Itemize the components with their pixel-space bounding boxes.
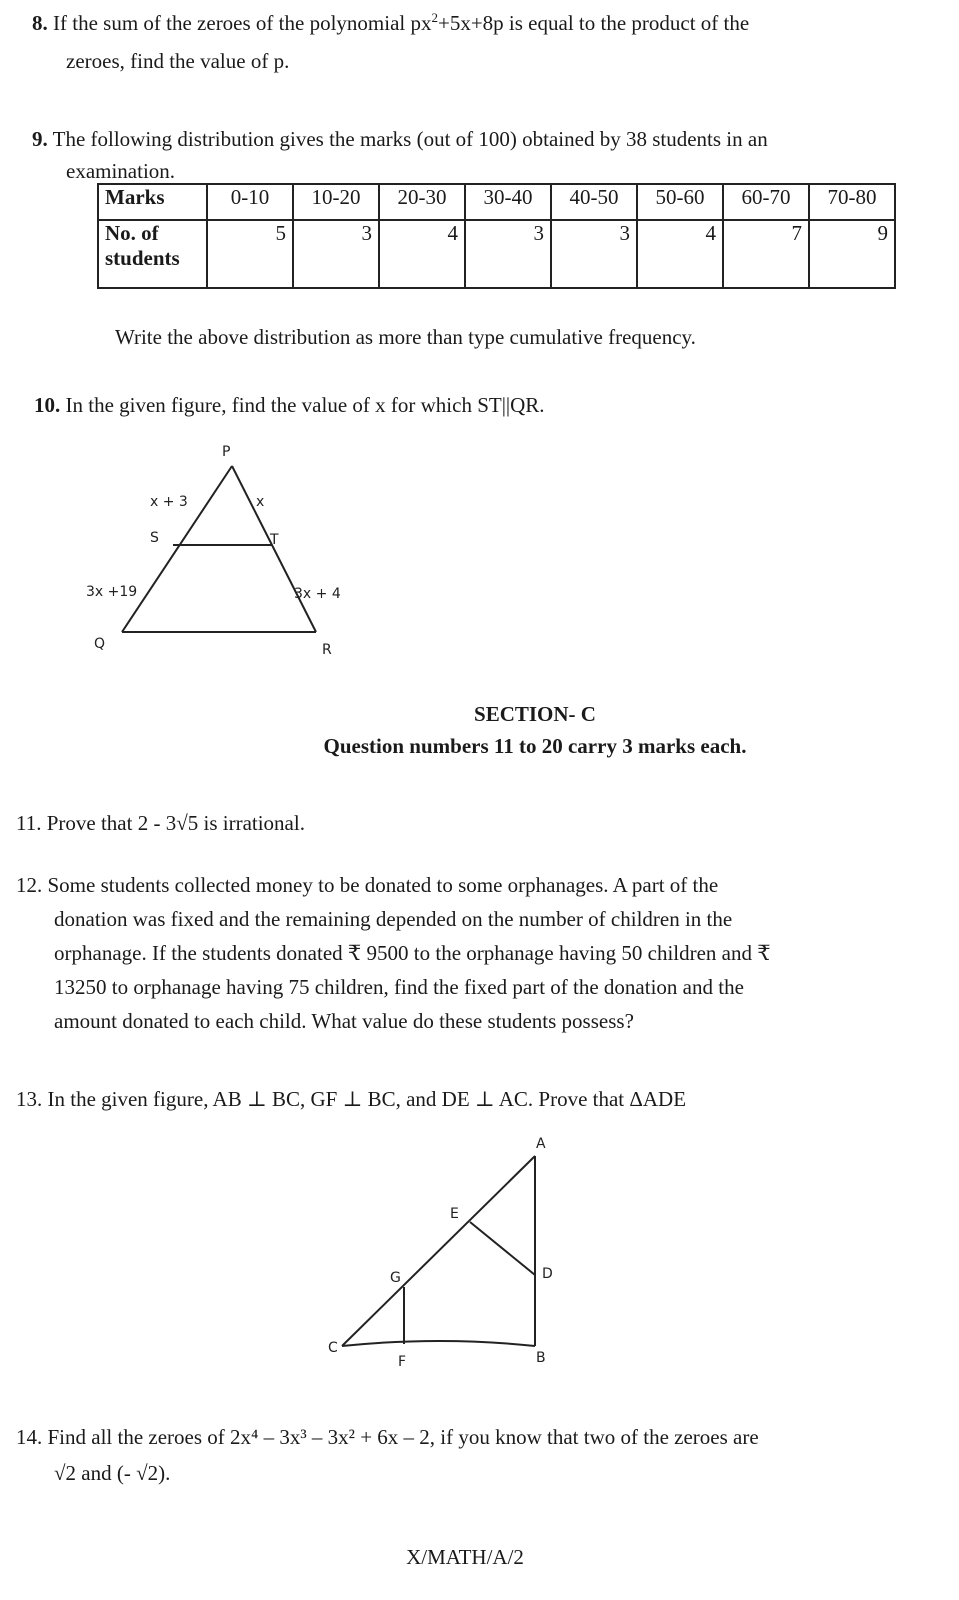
table-cell: 4: [637, 220, 723, 288]
side-pr: [232, 466, 316, 632]
question-14: [16, 1420, 759, 1454]
label-b: B: [536, 1350, 546, 1366]
question-9: [32, 122, 768, 156]
question-11: [16, 806, 305, 840]
exponent: 2: [431, 10, 438, 25]
page-footer: X/MATH/A/2: [406, 1545, 524, 1569]
label-ps: x + 3: [150, 494, 188, 510]
label-r: R: [322, 642, 332, 658]
question-9-instruction: Write the above distribution as more than type cumulative frequency.: [115, 325, 696, 349]
question-13: [16, 1082, 686, 1116]
table-cell: 3: [551, 220, 637, 288]
table-cell: 9: [809, 220, 895, 288]
table-cell: 4: [379, 220, 465, 288]
label-g: G: [390, 1270, 401, 1286]
table-cell: 3: [465, 220, 551, 288]
question-12-line: amount donated to each child. What value do these students possess?: [54, 1009, 634, 1033]
question-text: In the given figure, find the value of x for which ST||QR.: [65, 393, 545, 417]
table-cell: 5: [207, 220, 293, 288]
side-pq: [122, 466, 232, 632]
question-text: In the given figure, AB ⊥ BC, GF ⊥ BC, and DE ⊥ AC. Prove that ΔADE: [47, 1087, 687, 1111]
label-f: F: [398, 1354, 407, 1370]
table-cell: 60-70: [723, 184, 809, 220]
question-14-line2: √2 and (- √2).: [54, 1461, 171, 1485]
question-number: 12.: [16, 873, 43, 897]
question-9-line2: examination.: [66, 159, 176, 183]
table-cell: 30-40: [465, 184, 551, 220]
table-cell: 3: [293, 220, 379, 288]
label-pt: x: [256, 494, 265, 510]
question-12: [16, 868, 718, 902]
question-number: 9.: [32, 127, 48, 151]
label-sq: 3x +19: [86, 584, 138, 600]
question-8: [32, 6, 749, 40]
table-row: [98, 220, 895, 288]
label-p: P: [222, 444, 231, 460]
label-e: E: [450, 1206, 459, 1222]
table-cell: 70-80: [809, 184, 895, 220]
section-subtitle: Question numbers 11 to 20 carry 3 marks each.: [323, 734, 747, 758]
label-t: T: [270, 532, 279, 548]
question-10: [34, 388, 545, 422]
question-number: 8.: [32, 11, 48, 35]
table-cell: 40-50: [551, 184, 637, 220]
table-cell: 20-30: [379, 184, 465, 220]
question-number: 10.: [34, 393, 61, 417]
table-header: [98, 220, 207, 288]
question-text: Some students collected money to be donated to some orphanages. A part of the: [47, 873, 719, 897]
section-title: SECTION- C: [474, 702, 596, 726]
table-cell: 0-10: [207, 184, 293, 220]
side-bc: [342, 1341, 535, 1346]
question-12-line: orphanage. If the students donated ₹ 9500 to the orphanage having 50 children and ₹: [54, 941, 771, 965]
question-text: Find all the zeroes of 2x⁴ – 3x³ – 3x² + 6x – 2, if you know that two of the zeroes are: [47, 1425, 759, 1449]
table-row: [98, 184, 895, 220]
label-q: Q: [94, 636, 106, 652]
question-number: 13.: [16, 1087, 43, 1111]
header-line: students: [105, 246, 180, 270]
table-header: Marks: [98, 184, 207, 220]
question-12-line: 13250 to orphanage having 75 children, find the fixed part of the donation and the: [54, 975, 744, 999]
label-c: C: [328, 1340, 338, 1356]
question-number: 14.: [16, 1425, 43, 1449]
label-d: D: [542, 1266, 553, 1282]
distribution-table: [97, 183, 896, 289]
question-text: The following distribution gives the marks (out of 100) obtained by 38 students in an: [52, 127, 768, 151]
label-tr: 3x + 4: [294, 586, 341, 602]
table-cell: 7: [723, 220, 809, 288]
question-8-line2: zeroes, find the value of p.: [66, 49, 290, 73]
question-12-line: donation was fixed and the remaining depended on the number of children in the: [54, 907, 733, 931]
question-text: Prove that 2 - 3√5 is irrational.: [46, 811, 305, 835]
label-a: A: [536, 1136, 546, 1152]
question-text: If the sum of the zeroes of the polynomial px: [53, 11, 432, 35]
question-number: 11.: [16, 811, 42, 835]
triangle-figure: [0, 430, 400, 670]
table-cell: 10-20: [293, 184, 379, 220]
table-cell: 50-60: [637, 184, 723, 220]
right-triangle-figure: [300, 1120, 600, 1380]
label-s: S: [150, 530, 159, 546]
segment-de: [470, 1222, 535, 1275]
question-text: +5x+8p is equal to the product of the: [437, 11, 750, 35]
header-line: No. of: [105, 221, 159, 245]
